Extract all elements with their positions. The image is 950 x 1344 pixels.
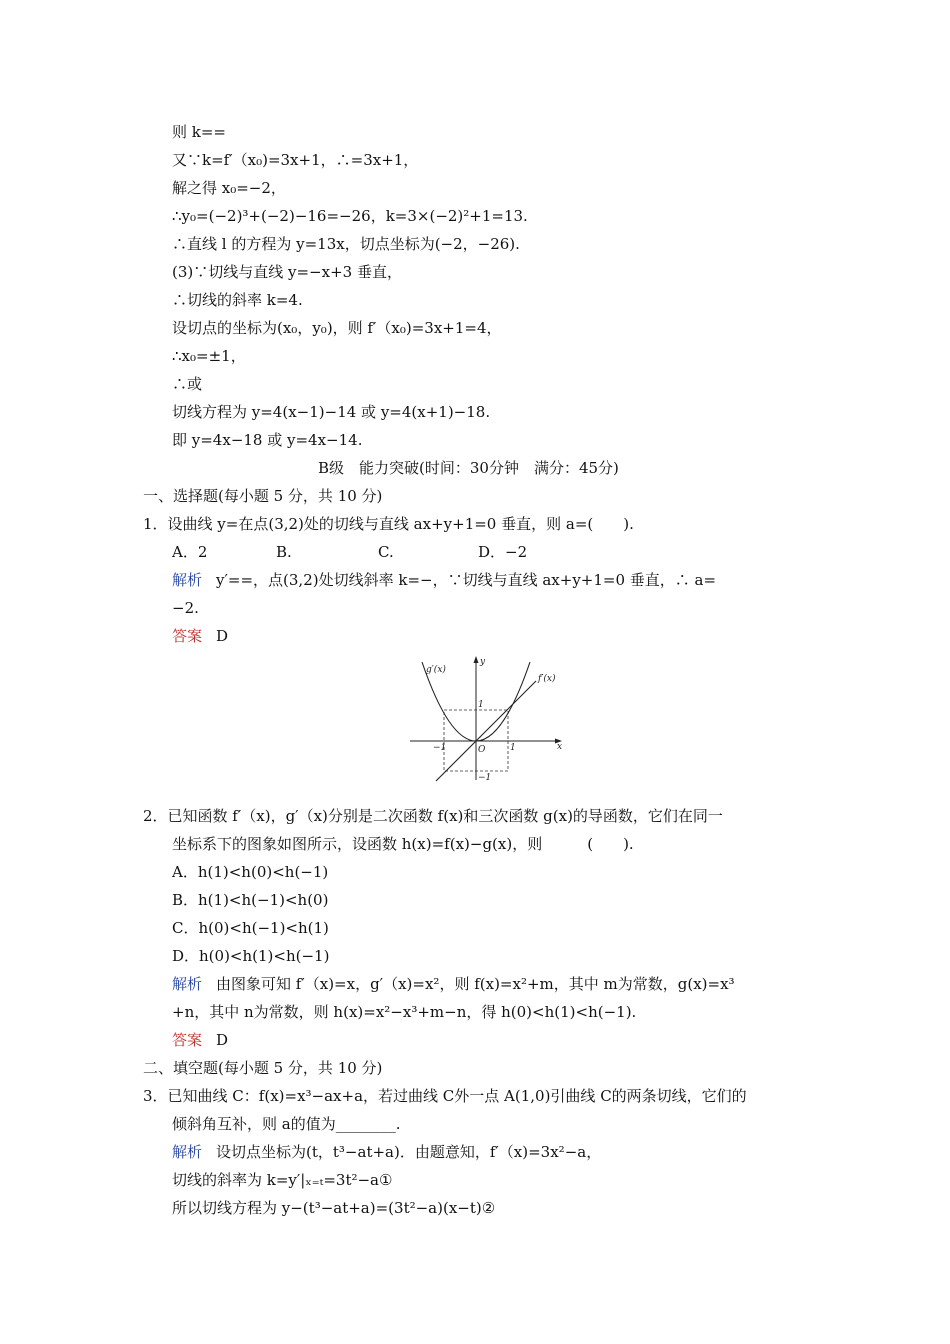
solution-line: 切线方程为 y=4(x−1)−14 或 y=4(x+1)−18. [172,403,491,421]
option-d: D．h(0)<h(1)<h(−1) [172,947,330,965]
answer-value: D [216,627,229,645]
x-axis-label: x [557,742,563,752]
solution-line: 解之得 x₀=−2， [172,179,286,197]
option-b: B. [276,543,292,561]
question-stem: 1．设曲线 y=在点(3,2)处的切线与直线 ax+y+1=0 垂直，则 a=( ). [143,515,634,533]
solution-line: 则 k== [172,123,226,141]
answer-value: D [216,1031,229,1049]
solution-line: 即 y=4x−18 或 y=4x−14. [172,431,363,449]
section-title: B级 能力突破(时间：30分钟 满分：45分) [318,459,619,477]
solution-line: 设切点的坐标为(x₀，y₀)，则 f′（x₀)=3x+1=4， [172,319,502,337]
origin-label: O [478,745,486,755]
answer-label: 答案 [172,627,203,645]
option-c: C．h(0)<h(−1)<h(1) [172,919,329,937]
analysis-line [172,974,735,994]
solution-line: ∴y₀=(−2)³+(−2)−16=−26，k=3×(−2)²+1=13. [172,207,528,225]
tick-label-y1: 1 [478,700,484,710]
answer-label: 答案 [172,1031,203,1049]
g-prime-label: g′(x) [426,665,446,675]
analysis-line [172,1142,601,1162]
part-heading: 二、填空题(每小题 5 分，共 10 分) [143,1059,383,1077]
analysis-line: 所以切线方程为 y−(t³−at+a)=(3t²−a)(x−t)② [172,1199,496,1217]
option-a: A．2 [172,543,208,561]
function-graph-figure [408,652,568,784]
solution-line: ∴直线 l 的方程为 y=13x，切点坐标为(−2，−26). [172,235,520,253]
f-prime-label: f′(x) [538,674,556,684]
option-d: D．−2 [478,543,528,561]
analysis-line: −2. [172,599,199,617]
analysis-line: 切线的斜率为 k=y′|ₓ₌ₜ=3t²−a① [172,1171,393,1189]
answer-line [172,626,228,646]
question-stem: 2．已知函数 f′（x)，g′（x)分别是二次函数 f(x)和三次函数 g(x)的导函数，它们在同一 [143,807,723,825]
question-stem: 倾斜角互补，则 a的值为________. [172,1115,401,1133]
analysis-label: 解析 [172,571,203,589]
question-stem: 3．已知曲线 C：f(x)=x³−ax+a，若过曲线 C外一点 A(1,0)引曲线 C的两条切线，它们的 [143,1087,747,1105]
solution-line: ∴x₀=±1， [172,347,246,365]
tick-label-yneg1: −1 [478,773,492,783]
analysis-line: +n，其中 n为常数，则 h(x)=x²−x³+m−n，得 h(0)<h(1)<h(−1). [172,1003,637,1021]
solution-line: 又∵k=f′（x₀)=3x+1，∴=3x+1， [172,151,419,169]
analysis-line [172,570,716,590]
f-prime-line [436,681,536,781]
solution-line: (3)∵切线与直线 y=−x+3 垂直， [172,263,402,281]
option-a: A．h(1)<h(0)<h(−1) [172,863,329,881]
solution-line: ∴切线的斜率 k=4. [172,291,303,309]
option-c: C. [378,543,394,561]
part-heading: 一、选择题(每小题 5 分，共 10 分) [143,487,383,505]
analysis-label: 解析 [172,1143,203,1161]
tick-label-xneg1: −1 [433,743,447,753]
solution-line: ∴或 [172,375,203,393]
analysis-label: 解析 [172,975,203,993]
analysis-text: 由图象可知 f′（x)=x，g′（x)=x²，则 f(x)=x²+m，其中 m为常数，g(x)=x³ [216,975,735,993]
tick-label-x1: 1 [510,743,516,753]
y-axis-arrow [474,656,479,663]
answer-line [172,1030,228,1050]
question-stem: 坐标系下的图象如图所示，设函数 h(x)=f(x)−g(x)，则 ( ). [172,835,634,853]
analysis-text: y′==，点(3,2)处切线斜率 k=−，∵切线与直线 ax+y+1=0 垂直，∴ a= [216,571,717,589]
analysis-text: 设切点坐标为(t，t³−at+a)．由题意知，f′（x)=3x²−a， [216,1143,602,1161]
option-b: B．h(1)<h(−1)<h(0) [172,891,329,909]
y-axis-label: y [480,657,486,667]
